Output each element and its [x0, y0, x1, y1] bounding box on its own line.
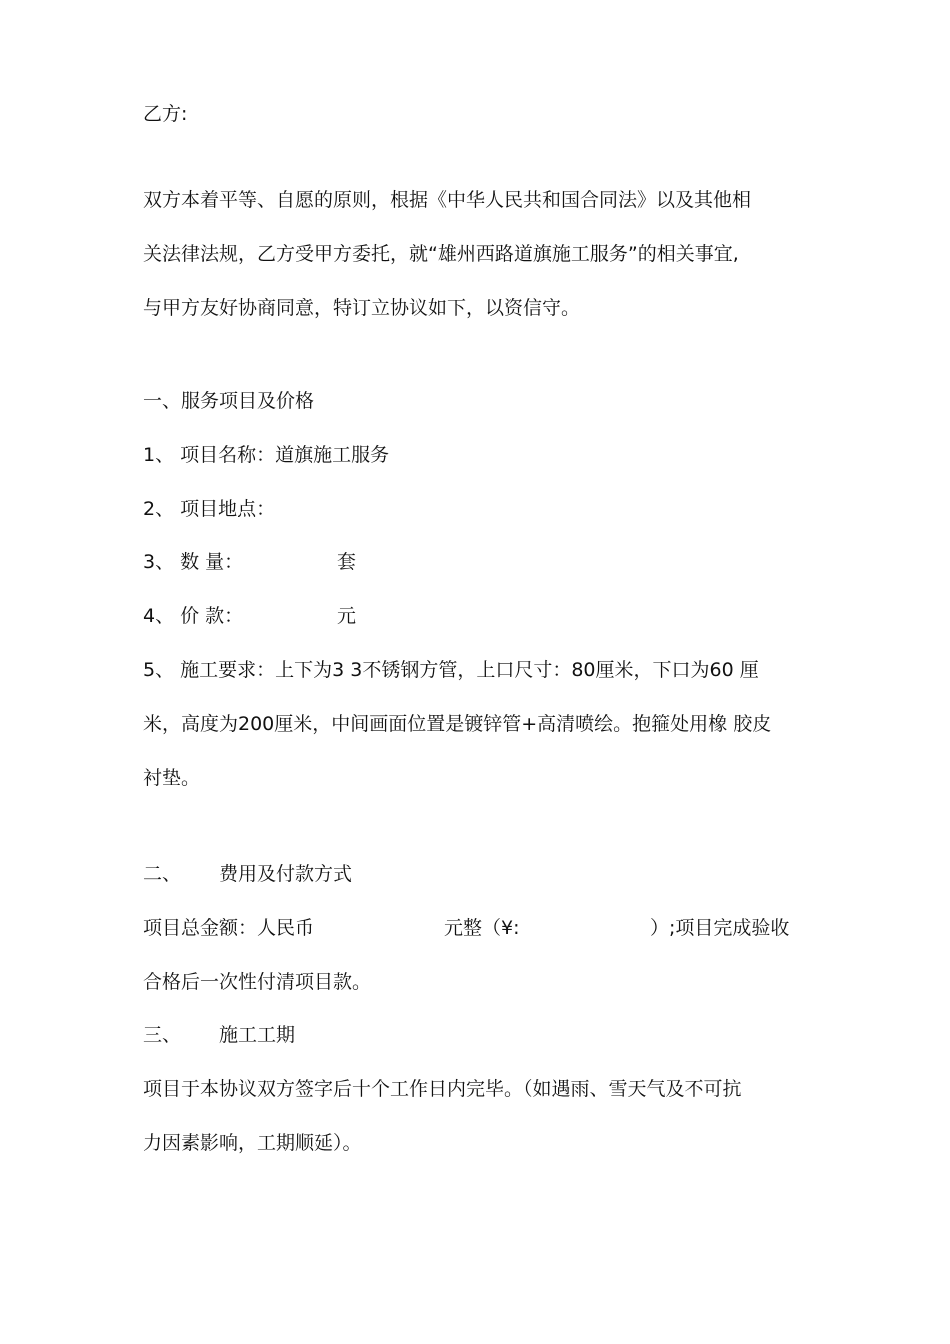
amount-label: 项目总金额：人民币: [143, 917, 315, 939]
section1-item3: [143, 550, 443, 574]
section3-title: 施工工期: [219, 1024, 296, 1046]
section1-item5-line-1: 5、 施工要求：上下为3 3不锈钢方管，上口尺寸：80厘米，下口为60 厘: [143, 659, 759, 681]
item4-label: 4、 价 款：: [143, 605, 244, 627]
section1-item4: [143, 604, 443, 628]
amount-unit: 元整（¥:: [444, 917, 520, 939]
section3-text-line-1: 项目于本协议双方签字后十个工作日内完毕。（如遇雨、雪天气及不可抗: [143, 1078, 742, 1100]
amount-tail: ）;项目完成验收: [650, 917, 790, 939]
section1-item5-line-3: 衬垫。: [143, 767, 201, 789]
item3-unit: 套: [337, 551, 357, 573]
item4-unit: 元: [337, 605, 357, 627]
section3-heading: [143, 1023, 443, 1047]
section1-heading: 一、服务项目及价格: [143, 390, 315, 412]
section2-number: 二、: [143, 863, 182, 885]
party-b-label: 乙方:: [143, 103, 188, 125]
item3-label: 3、 数 量：: [143, 551, 244, 573]
preamble-line-1: 双方本着平等、自愿的原则，根据《中华人民共和国合同法》以及其他相: [143, 189, 752, 211]
section1-item5-line-2: 米，高度为200厘米，中间画面位置是镀锌管+高清喷绘。抱箍处用橡 胶皮: [143, 713, 772, 735]
section2-title: 费用及付款方式: [219, 863, 353, 885]
section2-amount: [143, 916, 823, 940]
section2-heading: [143, 862, 443, 886]
preamble-line-3: 与甲方友好协商同意，特订立协议如下，以资信守。: [143, 297, 581, 319]
section1-item1: 1、 项目名称：道旗施工服务: [143, 444, 390, 466]
section2-payment: 合格后一次性付清项目款。: [143, 971, 372, 993]
section3-number: 三、: [143, 1024, 182, 1046]
preamble-line-2: 关法律法规，乙方受甲方委托，就“雄州西路道旗施工服务”的相关事宜,: [143, 243, 739, 265]
section1-item2: 2、 项目地点：: [143, 498, 276, 520]
section3-text-line-2: 力因素影响，工期顺延）。: [143, 1132, 362, 1154]
